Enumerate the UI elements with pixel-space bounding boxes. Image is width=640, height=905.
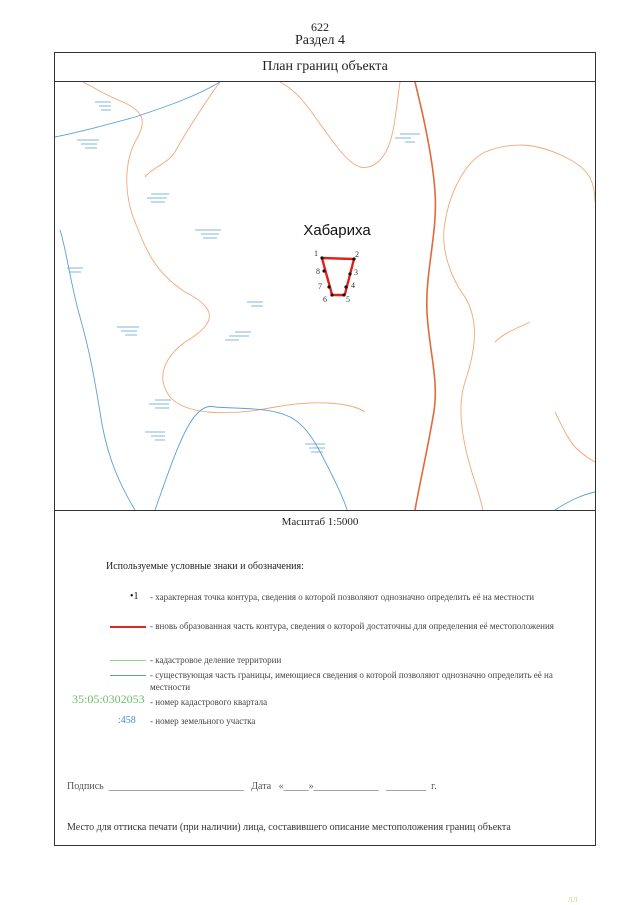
plan-title: План границ объекта	[55, 53, 595, 82]
legend-new-contour-line	[110, 626, 146, 628]
point-label: 7	[318, 282, 322, 291]
contour-point	[327, 285, 330, 288]
map-scale: Масштаб 1:5000	[281, 516, 359, 528]
point-label: 5	[346, 295, 350, 304]
signature-line: Подпись ___________________________ Дата «_____»_____________ ________ г.	[67, 781, 437, 792]
footer-mark: ЛЛ	[568, 896, 578, 904]
boundary-map	[55, 82, 595, 510]
legend-item-existing: - существующая часть границы, имеющиеся сведения о которой позволяют однозначно определить её на местности	[150, 670, 553, 692]
river-line	[415, 82, 435, 510]
point-label: 3	[354, 268, 358, 277]
legend-item-point: - характерная точка контура, сведения о которой позволяют однозначно определить её на местности	[150, 592, 535, 602]
point-label: 8	[316, 267, 320, 276]
point-label: 6	[323, 295, 327, 304]
point-label: 4	[351, 281, 355, 290]
page-number: 622	[311, 20, 329, 34]
place-name: Хабариха	[303, 222, 371, 239]
contour-point	[348, 272, 351, 275]
legend-item-parcel: - номер земельного участка	[150, 716, 256, 726]
contour-point	[322, 269, 325, 272]
legend-parcel-sample: :458	[118, 715, 136, 726]
legend-item-new-contour: - вновь образованная часть контура, сведения о которой достаточны для определения её местоположения	[150, 621, 554, 631]
legend-title: Используемые условные знаки и обозначения:	[106, 561, 304, 572]
point-label: 2	[355, 250, 359, 259]
point-label: 1	[314, 249, 318, 258]
legend-quarter-sample: 35:05:0302053	[72, 692, 145, 706]
legend-existing-line	[110, 675, 146, 676]
legend-item-cadastral: - кадастровое деление территории	[150, 655, 282, 665]
section-title: Раздел 4	[294, 33, 346, 48]
stamp-note: Место для оттиска печати (при наличии) лица, составившего описание местоположения границ объекта	[67, 822, 511, 833]
legend-point-symbol: •1	[130, 591, 139, 602]
contour-point	[320, 256, 323, 259]
parcel-contour	[322, 258, 354, 295]
marsh-hatching	[67, 102, 420, 452]
legend-cadastral-line	[110, 660, 146, 661]
contour-point	[344, 285, 347, 288]
map-canvas	[55, 82, 595, 510]
legend-item-quarter: - номер кадастрового квартала	[150, 697, 268, 707]
map-divider	[55, 510, 595, 511]
contour-point	[330, 293, 333, 296]
